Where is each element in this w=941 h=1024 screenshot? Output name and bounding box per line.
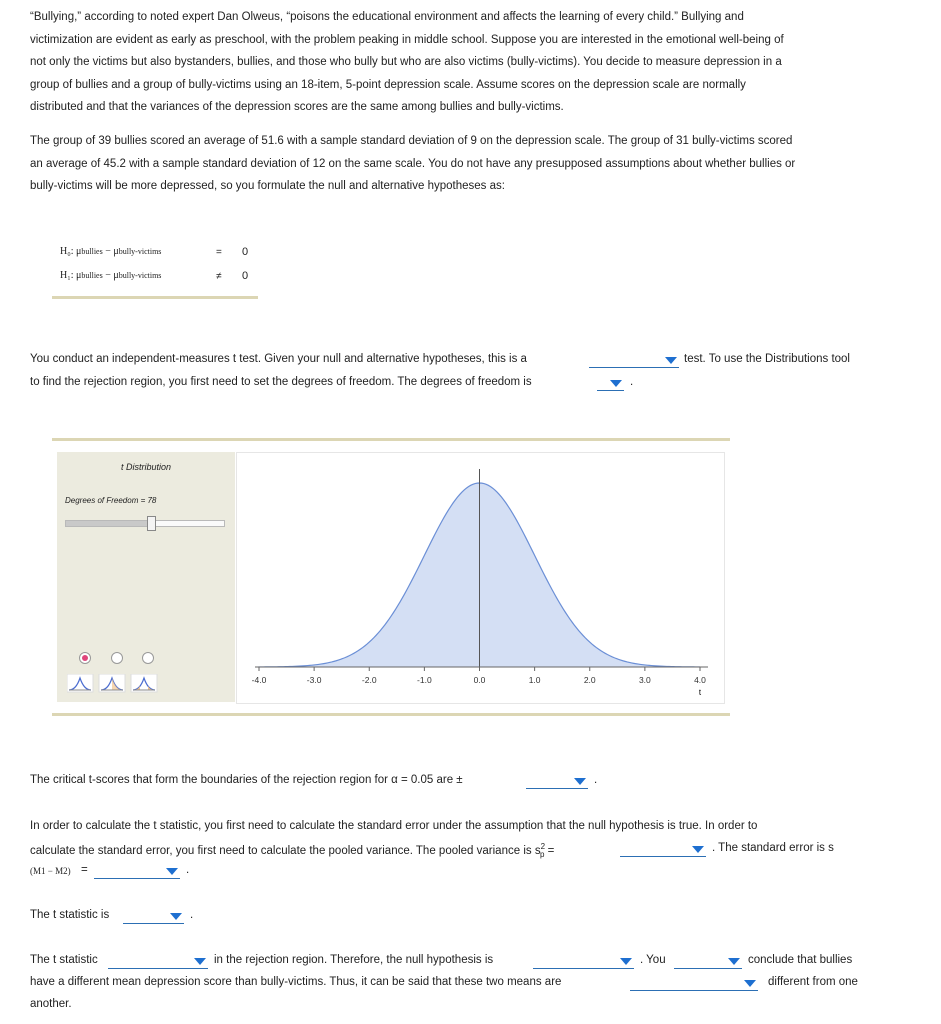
significance-dropdown[interactable] (630, 976, 758, 991)
alt-value: 0 (242, 270, 249, 282)
x-tick-label: -1.0 (417, 675, 432, 685)
intro-paragraph-2 (30, 130, 910, 198)
tool-bottom-rule (52, 713, 730, 716)
intro-line: The group of 39 bullies scored an average of 51.6 with a sample standard deviation of 9 on the depression scale. The group of 31 bully-victims scored (30, 135, 793, 147)
chevron-down-icon (194, 958, 206, 965)
se-line-2: calculate the standard error, you first need to calculate the pooled variance. The pooled variance is $s^2_p$ = (30, 842, 555, 860)
se-equals: = (81, 864, 88, 876)
x-tick-label: -2.0 (361, 675, 377, 685)
conclusion-c: . You (640, 954, 666, 966)
intro-line: “Bullying,” according to noted expert Dan Olweus, “poisons the educational environment and affects the learning of every child.” Bullying and (30, 11, 744, 23)
chevron-down-icon (166, 868, 178, 875)
x-tick-label: 4.0 (694, 675, 706, 685)
df-slider-fill (66, 521, 151, 526)
chevron-down-icon (728, 958, 740, 965)
alt-relation: ≠ (216, 271, 222, 282)
df-label: Degrees of Freedom = 78 (65, 496, 157, 505)
x-tick-label: 2.0 (583, 675, 596, 685)
chevron-down-icon (610, 380, 622, 387)
test-type-sentence: You conduct an independent-measures t test. Given your null and alternative hypotheses, this is a (30, 353, 527, 365)
chevron-down-icon (692, 846, 704, 853)
intro-line: an average of 45.2 with a sample standard deviation of 12 on the same scale. You do not have any presupposed assumptions about whether bullies or (30, 157, 796, 170)
df-dropdown[interactable] (597, 376, 624, 391)
null-relation: = (216, 247, 222, 258)
hypotheses-block (52, 232, 258, 299)
standard-error-dropdown[interactable] (94, 864, 180, 879)
radio-one-tailed-left[interactable] (111, 652, 123, 664)
x-tick-label: 3.0 (638, 675, 651, 685)
t-statistic-dropdown[interactable] (123, 909, 184, 924)
tool-control-panel (57, 452, 235, 702)
t-stat-end: . (190, 909, 194, 921)
se-subscript: (M1 − M2) (30, 866, 71, 876)
radio-two-tailed[interactable] (79, 652, 91, 664)
distribution-icon (67, 674, 93, 692)
t-distribution-chart (237, 453, 724, 703)
critical-sentence-end: . (594, 774, 598, 786)
x-axis-label: t (698, 688, 702, 697)
pooled-variance-dropdown[interactable] (620, 842, 706, 857)
conclusion-f: different from one (768, 976, 858, 988)
intro-line: not only the victims but also bystanders, bullies, and those who bully but who are also victims (bully-victims). You decide to measure depression in a (30, 56, 782, 68)
tool-title: t Distribution (120, 462, 172, 472)
critical-value-dropdown[interactable] (526, 774, 588, 789)
df-slider-thumb[interactable] (147, 516, 156, 531)
radio-selected-dot (82, 655, 88, 661)
chevron-down-icon (574, 778, 586, 785)
conclusion-d: conclude that bullies (748, 954, 853, 966)
conclusion-a: The t statistic (30, 954, 98, 966)
intro-paragraph-1 (30, 6, 910, 119)
se-line-1: In order to calculate the t statistic, you first need to calculate the standard error under the assumption that the null hypothesis is true. In order to (30, 820, 758, 832)
tail-selector-icons (67, 674, 167, 694)
chevron-down-icon (170, 913, 182, 920)
x-tick-label: -4.0 (251, 675, 267, 685)
two-tail-icon (131, 674, 157, 692)
test-type-sentence-end: test. To use the Distributions tool (684, 353, 850, 365)
null-decision-dropdown[interactable] (533, 954, 634, 969)
se-line-2-end: . The standard error is s (712, 842, 834, 854)
x-tick-label: 1.0 (528, 675, 541, 685)
null-hypothesis: H₀: μbullies − μbully-victims (60, 246, 162, 257)
intro-line: bully-victims will be more depressed, so you formulate the null and alternative hypotheses as: (30, 180, 505, 192)
one-tail-icon (99, 674, 125, 692)
test-type-dropdown[interactable] (589, 353, 679, 368)
x-tick-label: -3.0 (306, 675, 322, 685)
t-stat-label: The t statistic is (30, 909, 110, 921)
intro-line: distributed and that the variances of the depression scores are the same among bullies and bully-victims. (30, 101, 564, 113)
intro-line: group of bullies and a group of bully-victims using an 18-item, 5-point depression scale. Assume scores on the depression scale are normally (30, 78, 746, 91)
chevron-down-icon (744, 980, 756, 987)
conclusion-b: in the rejection region. Therefore, the null hypothesis is (214, 954, 494, 966)
rejection-region-dropdown[interactable] (108, 954, 208, 969)
x-tick-label: 0.0 (473, 675, 486, 685)
critical-sentence: The critical t-scores that form the boundaries of the rejection region for α = 0.05 are ± (30, 774, 463, 786)
df-sentence: to find the rejection region, you first need to set the degrees of freedom. The degrees of freedom is (30, 376, 532, 388)
df-slider-track[interactable] (65, 520, 225, 527)
se-line-3-end: . (186, 864, 190, 876)
null-value: 0 (242, 246, 249, 258)
can-conclude-dropdown[interactable] (674, 954, 742, 969)
tool-top-rule (52, 438, 730, 441)
chevron-down-icon (665, 357, 677, 364)
conclusion-e: have a different mean depression score than bully-victims. Thus, it can be said that these two means are (30, 976, 562, 988)
intro-line: victimization are evident as early as preschool, with the problem peaking in middle school. Suppose you are interested in the emotional well-being of (30, 33, 784, 46)
df-sentence-end: . (630, 376, 634, 388)
alt-hypothesis: H₁: μbullies − μbully-victims (60, 270, 162, 281)
chevron-down-icon (620, 958, 632, 965)
radio-one-tailed-right[interactable] (142, 652, 154, 664)
conclusion-g: another. (30, 998, 72, 1010)
distribution-plot[interactable] (236, 452, 725, 704)
